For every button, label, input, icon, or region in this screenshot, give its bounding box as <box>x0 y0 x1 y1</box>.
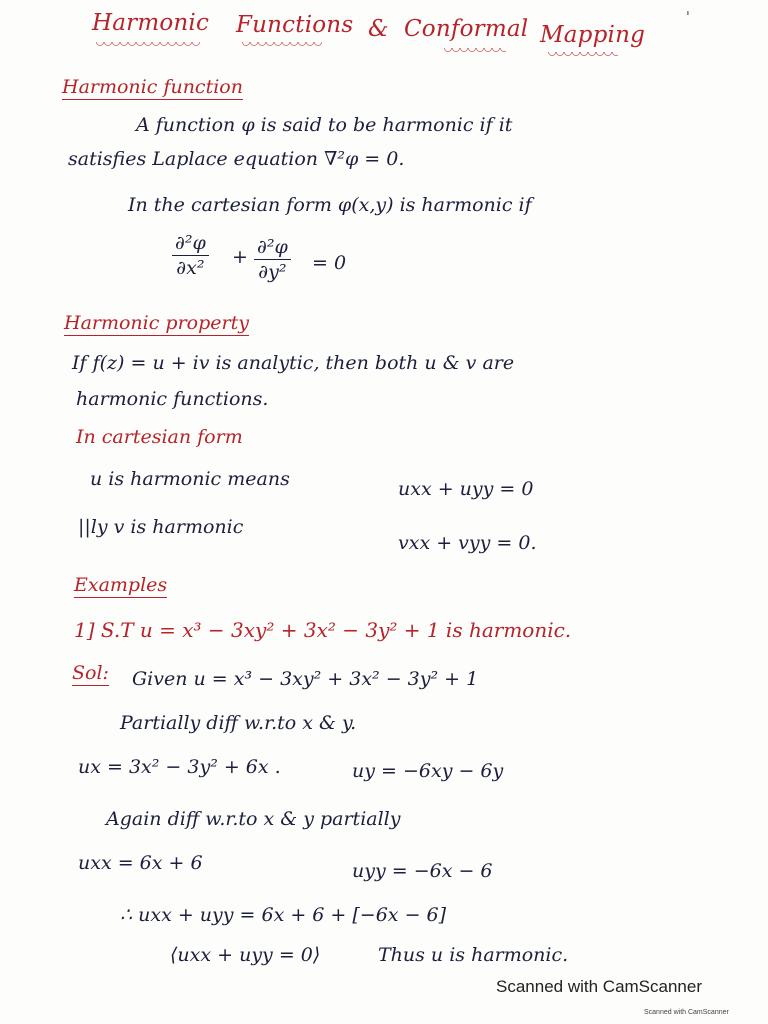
laplace-term-x: $\frac{\text{∂²φ}}{\text{∂x²}}$ <box>172 232 209 279</box>
subheading-cartesian-form: In cartesian form <box>76 426 243 448</box>
sum-equation: ∴ uxx + uyy = 6x + 6 + [−6x − 6] <box>120 904 447 926</box>
stray-mark: ˈ <box>686 10 690 26</box>
uxx-equation: uxx = 6x + 6 <box>78 852 203 874</box>
result-equation: ⟨uxx + uyy = 0⟩ <box>170 944 321 966</box>
page-title-ampersand: & <box>368 16 389 42</box>
laplace-rhs: = 0 <box>312 252 347 274</box>
u-harmonic-text: u is harmonic means <box>90 468 290 490</box>
given-line: Given u = x³ − 3xy² + 3x² − 3y² + 1 <box>132 668 479 690</box>
section-heading-examples: Examples <box>74 574 168 596</box>
cartesian-line: In the cartesian form φ(x,y) is harmonic if <box>128 194 532 216</box>
partial-diff-line: Partially diff w.r.to x & y. <box>120 712 357 734</box>
ux-equation: ux = 3x² − 3y² + 6x . <box>78 756 281 778</box>
camscanner-watermark-small: Scanned with CamScanner <box>644 1009 729 1016</box>
title-underline-2 <box>242 42 322 50</box>
section-heading-harmonic-function: Harmonic function <box>62 76 243 98</box>
title-underline-3 <box>444 48 506 56</box>
solution-label: Sol: <box>72 662 109 684</box>
property-line-2: harmonic functions. <box>76 388 269 410</box>
example-1-problem: 1] S.T u = x³ − 3xy² + 3x² − 3y² + 1 is harmonic. <box>74 618 572 642</box>
v-harmonic-equation: vxx + vyy = 0. <box>398 532 537 554</box>
uy-equation: uy = −6xy − 6y <box>352 760 504 782</box>
page-title-word-4: Mapping <box>540 22 646 48</box>
laplace-plus: + <box>232 246 248 268</box>
definition-line-2: satisfies Laplace equation ∇²φ = 0. <box>68 148 405 170</box>
camscanner-watermark: Scanned with CamScanner <box>496 977 703 996</box>
title-underline-1 <box>96 42 200 50</box>
laplace-term-y: $\frac{\text{∂²φ}}{\text{∂y²}}$ <box>254 236 291 283</box>
v-harmonic-text: ||ly v is harmonic <box>78 516 244 538</box>
again-diff-line: Again diff w.r.to x & y partially <box>106 808 401 830</box>
page-title-word-1: Harmonic <box>92 10 210 36</box>
title-underline-4 <box>548 52 618 60</box>
section-heading-harmonic-property: Harmonic property <box>64 312 249 334</box>
u-harmonic-equation: uxx + uyy = 0 <box>398 478 534 500</box>
definition-line-1: A function φ is said to be harmonic if it <box>136 114 513 136</box>
property-line-1: If f(z) = u + iv is analytic, then both u & v are <box>72 352 515 374</box>
page-title-word-2: Functions <box>236 12 354 38</box>
page-title-word-3: Conformal <box>404 16 529 42</box>
uyy-equation: uyy = −6x − 6 <box>352 860 493 882</box>
conclusion-line: Thus u is harmonic. <box>378 944 569 966</box>
